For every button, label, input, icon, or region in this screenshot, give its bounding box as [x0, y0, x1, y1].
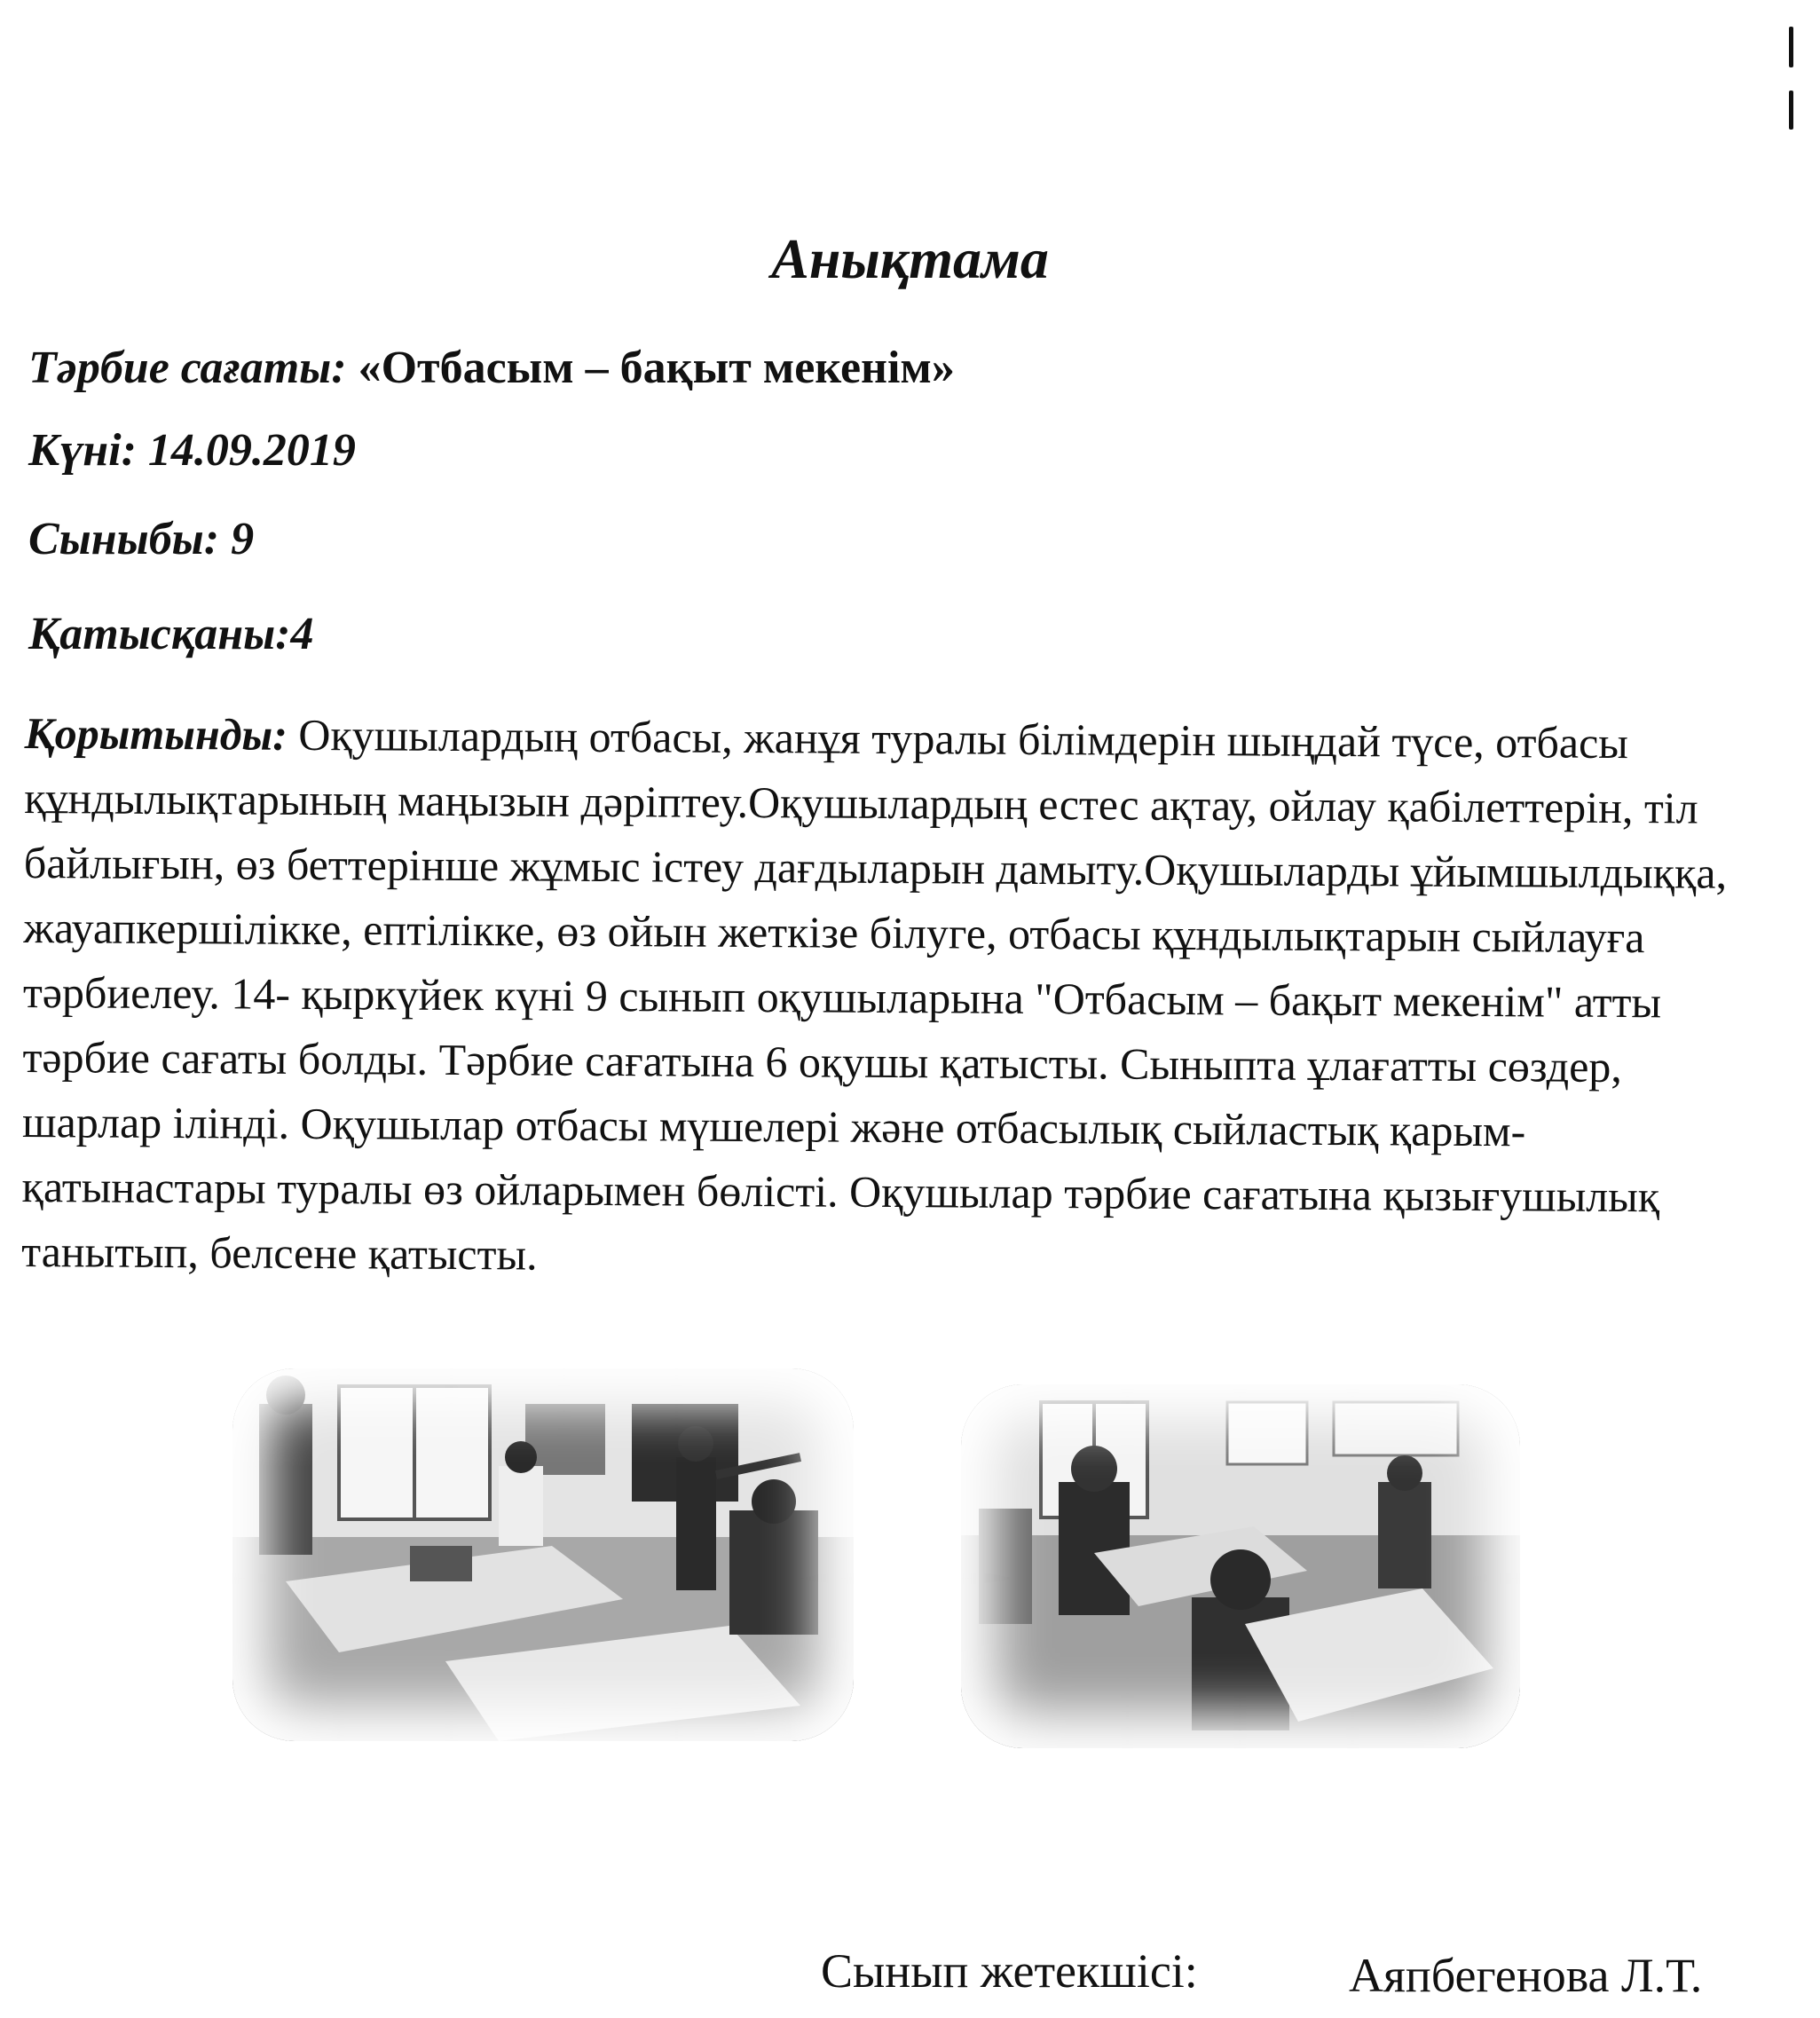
- conclusion-paragraph: [21, 701, 1755, 1295]
- document-title: Анықтама: [771, 227, 1049, 290]
- class-label: Сыныбы:: [28, 514, 220, 564]
- classroom-photo-2: [961, 1384, 1520, 1748]
- attended-value: 4: [290, 609, 314, 659]
- date-value: 14.09.2019: [147, 425, 356, 476]
- topic-value: «Отбасым – бақыт мекенім»: [358, 343, 955, 393]
- scan-mark: [1789, 91, 1793, 130]
- attended-field: [28, 608, 314, 660]
- attended-label: Қатысқаны:: [28, 609, 291, 659]
- scan-mark: [1789, 27, 1793, 67]
- class-field: [28, 513, 254, 565]
- classroom-photo-1-image: [232, 1368, 854, 1741]
- signature-name: Аяпбегенова Л.Т.: [1349, 1949, 1703, 2002]
- topic-label: Тәрбие сағаты:: [28, 343, 347, 393]
- classroom-photo-2-image: [961, 1384, 1520, 1748]
- signature-label: Сынып жетекшісі:: [821, 1944, 1198, 1998]
- date-field: [28, 424, 356, 477]
- date-label: Күні:: [28, 425, 137, 476]
- classroom-photo-1: [232, 1368, 854, 1741]
- conclusion-label: Қорытынды:: [24, 707, 288, 760]
- topic-field: [28, 342, 955, 394]
- conclusion-text: Оқушылардың отбасы, жанұя туралы білімдерін шыңдай түсе, отбасы құндылықтарының маңызын дәріптеу.Оқушылардың естес ақтау, ойлау қабілеттерін, тіл байлығын, өз беттерінше жұмыс істеу дағдыларын дамыту.Оқушыларды ұйымшылдыққа, жауапкершілікке, ептілікке, өз ойын жеткізе білуге, отбасы құндылықтарын сыйлауға тәрбиелеу. 14- қыркүйек күні 9 сынып оқушыларына "Отбасым – бақыт мекенім" атты тәрбие сағаты болды. Тәрбие сағатына 6 оқушы қатысты. Сыныпта ұлағатты сөздер, шарлар ілінді. Оқушылар отбасы мүшелері және отбасылық сыйластық қарым-қатынастары туралы өз ойларымен бөлісті. Оқушылар тәрбие сағатына қызығушылық танытып, белсене қатысты.: [21, 709, 1728, 1280]
- scan-edge-marks: [1784, 18, 1801, 142]
- class-value: 9: [231, 514, 255, 564]
